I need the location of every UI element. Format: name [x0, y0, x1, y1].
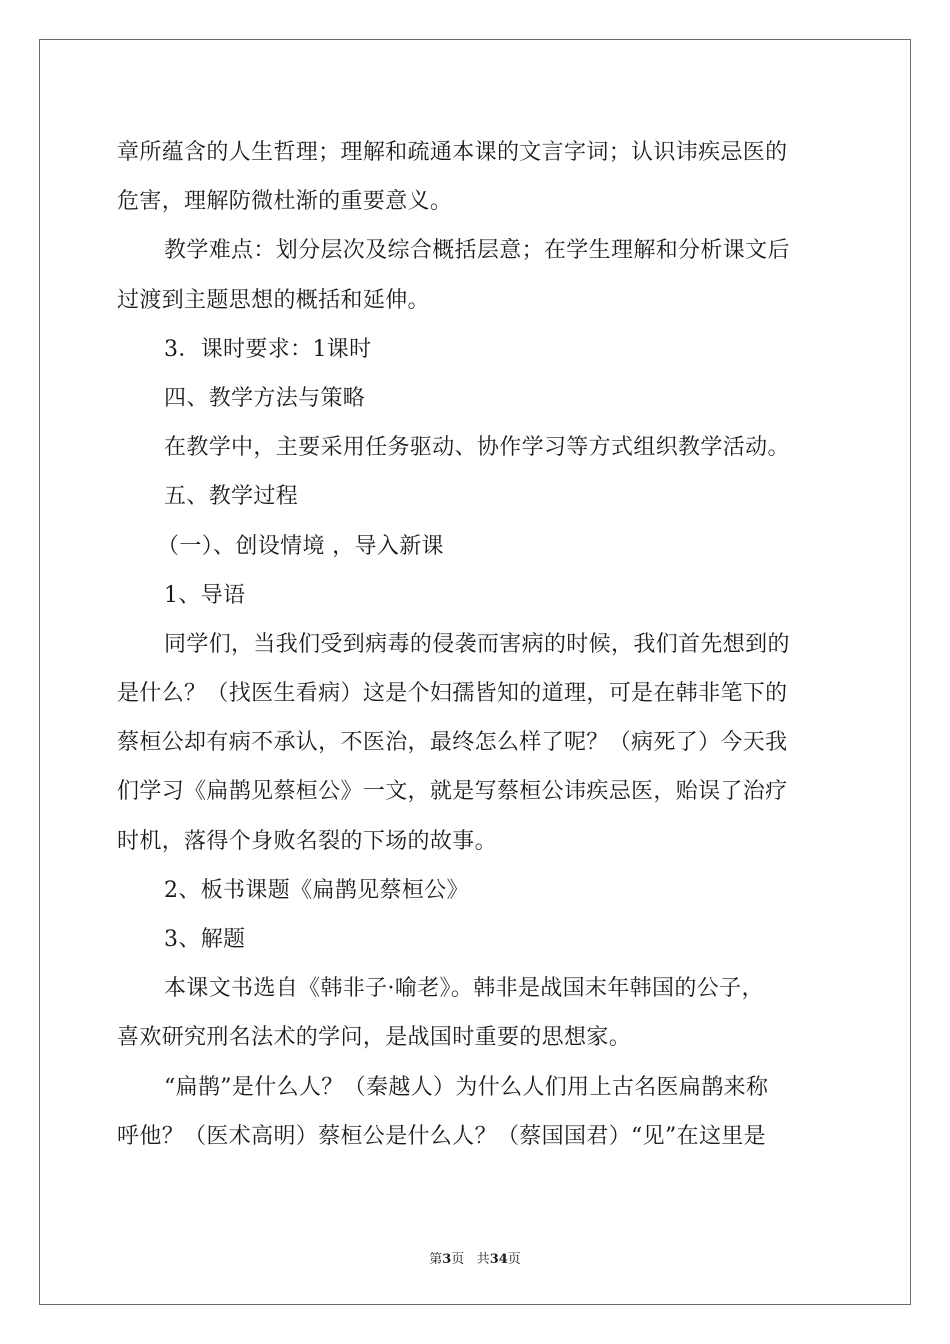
text-line: “扁鹊”是什么人？（秦越人）为什么人们用上古名医扁鹊来称 — [164, 1074, 769, 1100]
text-line: 呼他？（医术高明）蔡桓公是什么人？（蔡国国君）“见”在这里是 — [117, 1123, 766, 1149]
text-line: 们学习《扁鹊见蔡桓公》一文，就是写蔡桓公讳疾忌医，贻误了治疗 — [117, 779, 788, 805]
total-pages: 34 — [489, 1252, 508, 1267]
page-number: 3 — [442, 1252, 452, 1267]
text-line: 同学们，当我们受到病毒的侵袭而害病的时候，我们首先想到的 — [164, 631, 790, 657]
text-line: 蔡桓公却有病不承认，不医治，最终怎么样了呢？（病死了）今天我 — [117, 730, 788, 756]
item-heading: 2、板书课题《扁鹊见蔡桓公》 — [164, 877, 469, 903]
text-line: 教学难点：划分层次及综合概括层意；在学生理解和分析课文后 — [164, 238, 790, 264]
section-heading: 四、教学方法与策略 — [164, 385, 366, 411]
item-heading: 3、解题 — [164, 927, 246, 952]
text-line: 过渡到主题思想的概括和延伸。 — [117, 287, 430, 313]
subsection-heading: （一）、创设情境 ，导入新课 — [157, 533, 444, 559]
footer-prefix: 第 — [429, 1252, 443, 1267]
item-heading: 1、导语 — [164, 582, 246, 608]
section-heading: 五、教学过程 — [164, 484, 299, 510]
text-line: 时机，落得个身败名裂的下场的故事。 — [117, 828, 497, 854]
footer-page-suffix: 页 — [451, 1252, 465, 1267]
text-line: 章所蕴含的人生哲理；理解和疏通本课的文言字词；认识讳疾忌医的 — [117, 140, 788, 165]
document-body — [117, 128, 837, 1161]
footer-total-prefix: 共 — [476, 1252, 490, 1267]
text-line: 本课文书选自《韩非子·喻老》。韩非是战国末年韩国的公子， — [164, 976, 764, 1002]
text-line: 3．课时要求：1课时 — [164, 336, 372, 362]
text-line: 喜欢研究刑名法术的学问，是战国时重要的思想家。 — [117, 1025, 632, 1051]
page-footer — [0, 1248, 950, 1267]
text-line: 在教学中，主要采用任务驱动、协作学习等方式组织教学活动。 — [164, 435, 790, 461]
text-line: 是什么？（找医生看病）这是个妇孺皆知的道理，可是在韩非笔下的 — [117, 681, 788, 707]
text-line: 危害，理解防微杜渐的重要意义。 — [117, 189, 453, 215]
footer-total-suffix: 页 — [507, 1252, 521, 1267]
